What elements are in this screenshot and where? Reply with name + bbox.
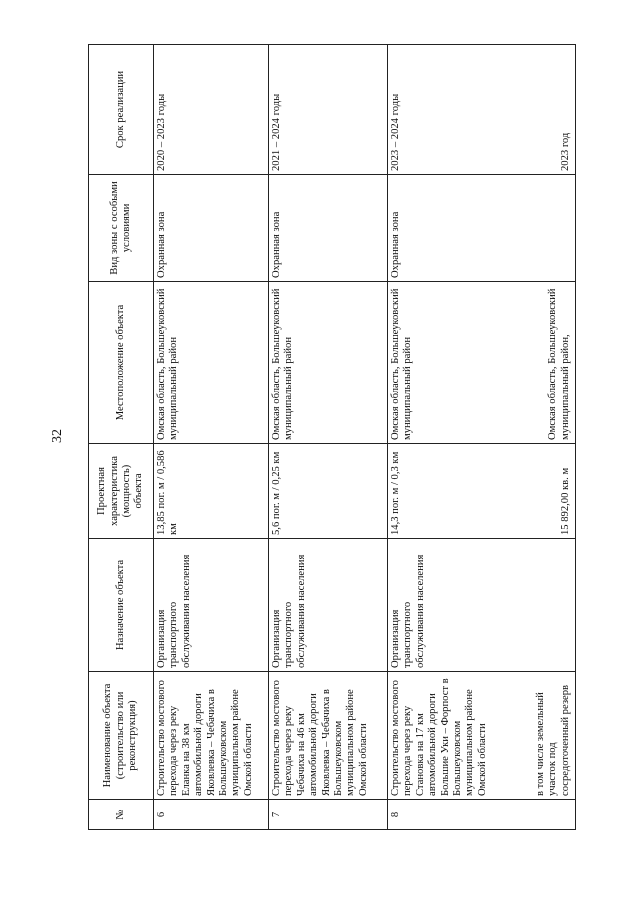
row-purpose: Организация транспортного обслуживания населения (269, 539, 388, 672)
row-design: 5,6 пог. м / 0,25 км (269, 444, 388, 539)
page-number: 32 (50, 429, 65, 443)
row-period-cell (388, 45, 576, 175)
document-table-wrapper (88, 45, 585, 830)
row-design: 14,3 пог. м / 0,3 км (390, 451, 401, 535)
row-period-extra: 2023 год (559, 132, 571, 171)
row-location-cell (388, 282, 576, 444)
row-period: 2023 – 2024 годы (390, 93, 401, 171)
row-design-extra: 15 892,00 кв. м (559, 467, 571, 535)
row-num: 8 (388, 800, 576, 830)
row-name: Строительство мостового перехода через реку Еланка на 38 км автомобильной дороги Яковлевка – Чебачиха в Большеуковском муниципальном районе Омской области (154, 672, 269, 800)
header-row (89, 45, 154, 830)
row-location: Омская область, Большеуковский муниципальный район (390, 288, 414, 440)
header-purpose: Назначение объекта (89, 539, 154, 672)
row-name: Строительство мостового перехода через реку Становка на 17 км автомобильной дороги Большие Уки – Форпост в Большеуковском муниципальном районе Омской области (390, 678, 488, 796)
row-location: Омская область, Большеуковский муниципальный район (269, 282, 388, 444)
row-purpose: Организация транспортного обслуживания населения (388, 539, 576, 672)
row-location-extra: Омская область, Большеуковский муниципальный район, (547, 288, 571, 440)
row-period: 2020 – 2023 годы (154, 45, 269, 175)
row-design: 13,85 пог. м / 0,586 км (154, 444, 269, 539)
row-location: Омская область, Большеуковский муниципальный район (154, 282, 269, 444)
row-zone: Охранная зона (269, 175, 388, 282)
header-num: № (89, 800, 154, 830)
header-zone: Вид зоны с особыми условиями (89, 175, 154, 282)
row-period: 2021 – 2024 годы (269, 45, 388, 175)
header-period: Срок реализации (89, 45, 154, 175)
header-design: Проектная характеристика (мощность) объекта (89, 444, 154, 539)
row-design-cell (388, 444, 576, 539)
row-zone: Охранная зона (388, 175, 576, 282)
objects-table (88, 44, 576, 830)
row-name: Строительство мостового перехода через реку Чебачиха на 46 км автомобильной дороги Яковлевка – Чебачиха в Большеуковском муниципальном районе Омской области (269, 672, 388, 800)
row-name-extra: в том числе земельный участок под сосредоточенный резерв (534, 684, 571, 796)
table-row (388, 45, 576, 830)
header-name: Наименование объекта (строительство или реконструкция) (89, 672, 154, 800)
table-row (269, 45, 388, 830)
row-num: 7 (269, 800, 388, 830)
row-purpose: Организация транспортного обслуживания населения (154, 539, 269, 672)
row-name-cell (388, 672, 576, 800)
table-row (154, 45, 269, 830)
row-num: 6 (154, 800, 269, 830)
row-zone: Охранная зона (154, 175, 269, 282)
header-location: Местоположение объекта (89, 282, 154, 444)
